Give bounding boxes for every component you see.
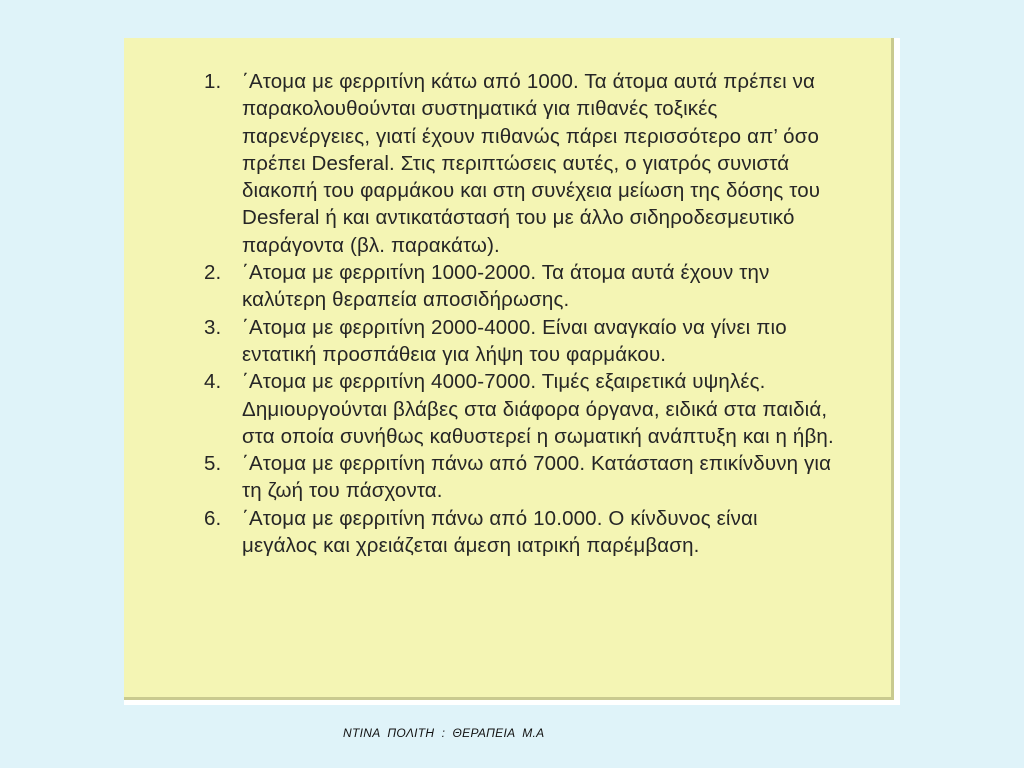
list-item [204, 68, 834, 259]
item-number: 2. [204, 261, 222, 285]
list-item [204, 314, 834, 369]
list-item [204, 368, 834, 450]
item-number: 6. [204, 506, 222, 530]
item-text: ΄Ατομα με φερριτίνη 1000-2000. Τα άτομα αυτά έχουν την καλύτερη θεραπεία αποσιδήρωσης. [242, 261, 770, 312]
item-text: ΄Ατομα με φερριτίνη 2000-4000. Είναι αναγκαίο να γίνει πιο εντατική προσπάθεια για λήψη του φαρμάκου. [242, 315, 787, 366]
item-number: 5. [204, 452, 222, 476]
item-text: ΄Ατομα με φερριτίνη πάνω από 10.000. Ο κίνδυνος είναι μεγάλος και χρειάζεται άμεση ιατρική παρέμβαση. [242, 506, 758, 558]
ferritin-level-list [204, 68, 834, 559]
list-item [204, 505, 834, 560]
footer-caption: ΝΤΙΝΑ ΠΟΛΙΤΗ : ΘΕΡΑΠΕΙΑ Μ.Α [343, 726, 545, 740]
item-number: 3. [204, 315, 222, 339]
scanned-text-panel [124, 38, 894, 700]
item-text: ΄Ατομα με φερριτίνη πάνω από 7000. Κατάσταση επικίνδυνη για τη ζωή του πάσχοντα. [242, 452, 832, 503]
list-item [204, 259, 834, 314]
item-text: ΄Ατομα με φερριτίνη κάτω από 1000. Τα άτομα αυτά πρέπει να παρακολουθούνται συστηματικά για πιθανές τοξικές παρενέργειες, γιατί έχουν πιθανώς πάρει περισσότερο απ’ όσο πρέπει Desferal. Στις περιπτώσεις αυτές, ο γιατρός συνιστά διακοπή του φαρμάκου και στη συνέχεια μείωση της δόσης του Desferal ή και αντικατάστασή του με άλλο σιδηροδεσμευτικό παράγοντα (βλ. παρακάτω). [242, 70, 821, 257]
item-text: ΄Ατομα με φερριτίνη 4000-7000. Τιμές εξαιρετικά υψηλές. Δημιουργούνται βλάβες στα διάφορα όργανα, ειδικά στα παιδιά, στα οποία συνήθως καθυστερεί η σωματική ανάπτυξη και η ήβη. [242, 370, 834, 448]
item-number: 4. [204, 370, 222, 394]
list-item [204, 450, 834, 505]
scanned-image-frame [124, 38, 900, 705]
item-number: 1. [204, 70, 222, 93]
